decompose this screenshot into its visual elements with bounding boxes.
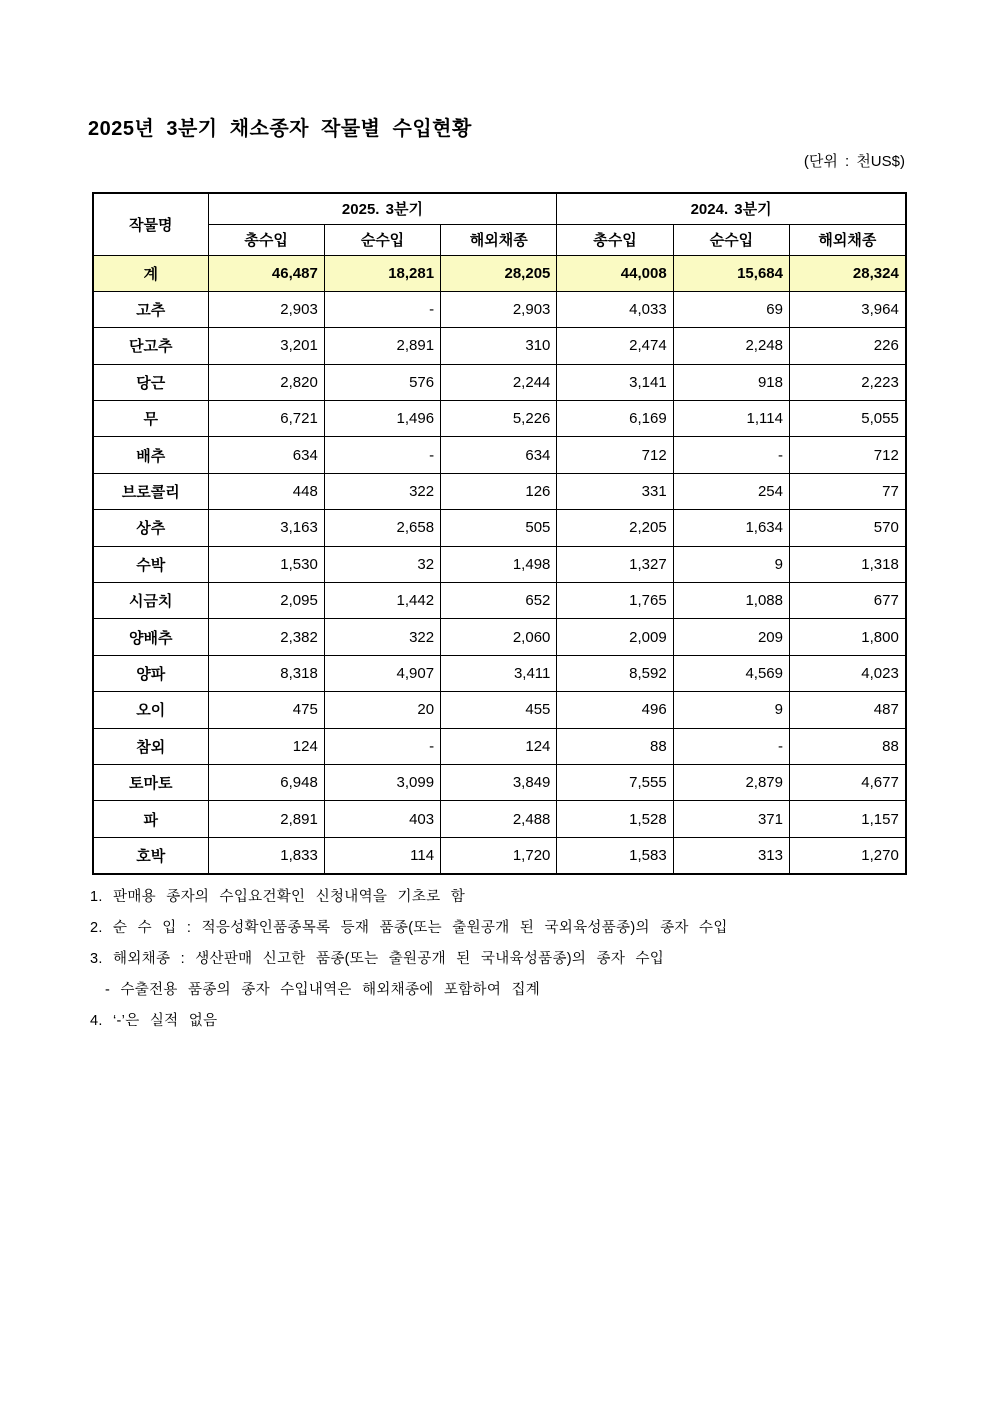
- unit-note: (단위 : 천US$): [803, 153, 905, 170]
- table-row: [93, 619, 906, 655]
- value-cell: 403: [324, 801, 440, 837]
- value-cell: 6,169: [557, 401, 673, 437]
- col-header-total-import-2024: 총수입: [557, 224, 673, 255]
- value-cell: 371: [673, 801, 789, 837]
- value-cell: 4,569: [673, 655, 789, 691]
- crop-name-cell: 상추: [93, 510, 208, 546]
- value-cell: 1,833: [208, 837, 324, 873]
- table-header: [93, 193, 906, 255]
- value-cell: 2,891: [324, 328, 440, 364]
- col-header-net-import-2025: 순수입: [324, 224, 440, 255]
- value-cell: 254: [673, 473, 789, 509]
- crop-name-cell: 수박: [93, 546, 208, 582]
- table-row: [93, 291, 906, 327]
- value-cell: 3,201: [208, 328, 324, 364]
- header-row-measures: [93, 224, 906, 255]
- value-cell: 6,721: [208, 401, 324, 437]
- crop-name-cell: 파: [93, 801, 208, 837]
- value-cell: 77: [789, 473, 905, 509]
- value-cell: 1,088: [673, 583, 789, 619]
- value-cell: 9: [673, 692, 789, 728]
- value-cell: 475: [208, 692, 324, 728]
- value-cell: -: [324, 291, 440, 327]
- table-row: [93, 764, 906, 800]
- value-cell: 2,009: [557, 619, 673, 655]
- footnote-line: - 수출전용 품종의 종자 수입내역은 해외채종에 포함하여 집계: [105, 982, 541, 998]
- value-cell: 2,248: [673, 328, 789, 364]
- value-cell: -: [324, 437, 440, 473]
- value-cell: -: [673, 437, 789, 473]
- crop-name-cell: 당근: [93, 364, 208, 400]
- value-cell: 88: [557, 728, 673, 764]
- table-row: [93, 837, 906, 873]
- value-cell: 3,141: [557, 364, 673, 400]
- value-cell: 918: [673, 364, 789, 400]
- value-cell: 2,060: [441, 619, 557, 655]
- table-row: [93, 583, 906, 619]
- value-cell: 2,474: [557, 328, 673, 364]
- footnotes: [90, 882, 950, 1037]
- value-cell: 570: [789, 510, 905, 546]
- value-cell: 1,634: [673, 510, 789, 546]
- value-cell: -: [324, 728, 440, 764]
- value-cell: 1,496: [324, 401, 440, 437]
- table-row: [93, 546, 906, 582]
- value-cell: 8,592: [557, 655, 673, 691]
- table-row: [93, 328, 906, 364]
- value-cell: 7,555: [557, 764, 673, 800]
- value-cell: 1,114: [673, 401, 789, 437]
- value-cell: 2,205: [557, 510, 673, 546]
- footnote-line: 1. 판매용 종자의 수입요건확인 신청내역을 기초로 함: [90, 889, 466, 905]
- value-cell: 3,099: [324, 764, 440, 800]
- value-cell: 2,879: [673, 764, 789, 800]
- col-header-overseas-seed-2025: 해외채종: [441, 224, 557, 255]
- crop-name-cell: 시금치: [93, 583, 208, 619]
- value-cell: 32: [324, 546, 440, 582]
- value-cell: 4,907: [324, 655, 440, 691]
- value-cell: 46,487: [208, 255, 324, 291]
- value-cell: 487: [789, 692, 905, 728]
- col-header-total-import-2025: 총수입: [208, 224, 324, 255]
- crop-name-cell: 계: [93, 255, 208, 291]
- value-cell: 1,765: [557, 583, 673, 619]
- value-cell: -: [673, 728, 789, 764]
- value-cell: 2,658: [324, 510, 440, 546]
- crop-name-cell: 고추: [93, 291, 208, 327]
- value-cell: 455: [441, 692, 557, 728]
- value-cell: 114: [324, 837, 440, 873]
- table-row: [93, 728, 906, 764]
- value-cell: 1,270: [789, 837, 905, 873]
- value-cell: 2,244: [441, 364, 557, 400]
- crop-name-cell: 브로콜리: [93, 473, 208, 509]
- value-cell: 2,382: [208, 619, 324, 655]
- crop-name-cell: 단고추: [93, 328, 208, 364]
- value-cell: 1,318: [789, 546, 905, 582]
- table-body: [93, 255, 906, 874]
- table-row: [93, 364, 906, 400]
- value-cell: 4,033: [557, 291, 673, 327]
- value-cell: 1,800: [789, 619, 905, 655]
- value-cell: 6,948: [208, 764, 324, 800]
- crop-name-cell: 참외: [93, 728, 208, 764]
- value-cell: 226: [789, 328, 905, 364]
- value-cell: 712: [789, 437, 905, 473]
- table-row: [93, 437, 906, 473]
- value-cell: 2,223: [789, 364, 905, 400]
- value-cell: 18,281: [324, 255, 440, 291]
- value-cell: 2,903: [441, 291, 557, 327]
- value-cell: 69: [673, 291, 789, 327]
- value-cell: 2,488: [441, 801, 557, 837]
- value-cell: 2,903: [208, 291, 324, 327]
- col-header-crop-name: 작물명: [93, 193, 208, 255]
- value-cell: 5,055: [789, 401, 905, 437]
- crop-name-cell: 호박: [93, 837, 208, 873]
- value-cell: 28,324: [789, 255, 905, 291]
- value-cell: 2,891: [208, 801, 324, 837]
- value-cell: 322: [324, 473, 440, 509]
- value-cell: 4,023: [789, 655, 905, 691]
- import-status-table: [92, 192, 907, 875]
- value-cell: 3,411: [441, 655, 557, 691]
- value-cell: 1,583: [557, 837, 673, 873]
- value-cell: 3,849: [441, 764, 557, 800]
- value-cell: 331: [557, 473, 673, 509]
- value-cell: 126: [441, 473, 557, 509]
- table-row: [93, 473, 906, 509]
- table-row: [93, 510, 906, 546]
- header-row-periods: [93, 193, 906, 224]
- value-cell: 28,205: [441, 255, 557, 291]
- crop-name-cell: 양배추: [93, 619, 208, 655]
- crop-name-cell: 토마토: [93, 764, 208, 800]
- value-cell: 5,226: [441, 401, 557, 437]
- footnote-line: 2. 순 수 입 : 적응성확인품종목록 등재 품종(또는 출원공개 된 국외육성품종)의 종자 수입: [90, 920, 728, 936]
- value-cell: 88: [789, 728, 905, 764]
- value-cell: 313: [673, 837, 789, 873]
- value-cell: 1,530: [208, 546, 324, 582]
- value-cell: 124: [208, 728, 324, 764]
- value-cell: 4,677: [789, 764, 905, 800]
- value-cell: 8,318: [208, 655, 324, 691]
- crop-name-cell: 양파: [93, 655, 208, 691]
- value-cell: 15,684: [673, 255, 789, 291]
- total-row: [93, 255, 906, 291]
- value-cell: 1,720: [441, 837, 557, 873]
- crop-name-cell: 오이: [93, 692, 208, 728]
- page-title: 2025년 3분기 채소종자 작물별 수입현황: [88, 118, 472, 140]
- value-cell: 44,008: [557, 255, 673, 291]
- table-row: [93, 692, 906, 728]
- col-header-overseas-seed-2024: 해외채종: [789, 224, 905, 255]
- value-cell: 1,498: [441, 546, 557, 582]
- value-cell: 652: [441, 583, 557, 619]
- footnote-line: 4. ‘-’은 실적 없음: [90, 1013, 218, 1029]
- value-cell: 20: [324, 692, 440, 728]
- footnote-line: 3. 해외채종 : 생산판매 신고한 품종(또는 출원공개 된 국내육성품종)의 종자 수입: [90, 951, 665, 967]
- table-row: [93, 401, 906, 437]
- value-cell: 448: [208, 473, 324, 509]
- value-cell: 634: [441, 437, 557, 473]
- value-cell: 1,327: [557, 546, 673, 582]
- value-cell: 712: [557, 437, 673, 473]
- col-header-net-import-2024: 순수입: [673, 224, 789, 255]
- table-row: [93, 655, 906, 691]
- value-cell: 310: [441, 328, 557, 364]
- crop-name-cell: 무: [93, 401, 208, 437]
- value-cell: 124: [441, 728, 557, 764]
- value-cell: 634: [208, 437, 324, 473]
- value-cell: 1,157: [789, 801, 905, 837]
- value-cell: 2,095: [208, 583, 324, 619]
- value-cell: 3,163: [208, 510, 324, 546]
- value-cell: 3,964: [789, 291, 905, 327]
- value-cell: 1,442: [324, 583, 440, 619]
- value-cell: 576: [324, 364, 440, 400]
- value-cell: 2,820: [208, 364, 324, 400]
- value-cell: 9: [673, 546, 789, 582]
- value-cell: 677: [789, 583, 905, 619]
- value-cell: 496: [557, 692, 673, 728]
- crop-name-cell: 배추: [93, 437, 208, 473]
- value-cell: 1,528: [557, 801, 673, 837]
- value-cell: 505: [441, 510, 557, 546]
- value-cell: 322: [324, 619, 440, 655]
- col-header-2024-q3: 2024. 3분기: [557, 193, 906, 224]
- col-header-2025-q3: 2025. 3분기: [208, 193, 557, 224]
- value-cell: 209: [673, 619, 789, 655]
- table-row: [93, 801, 906, 837]
